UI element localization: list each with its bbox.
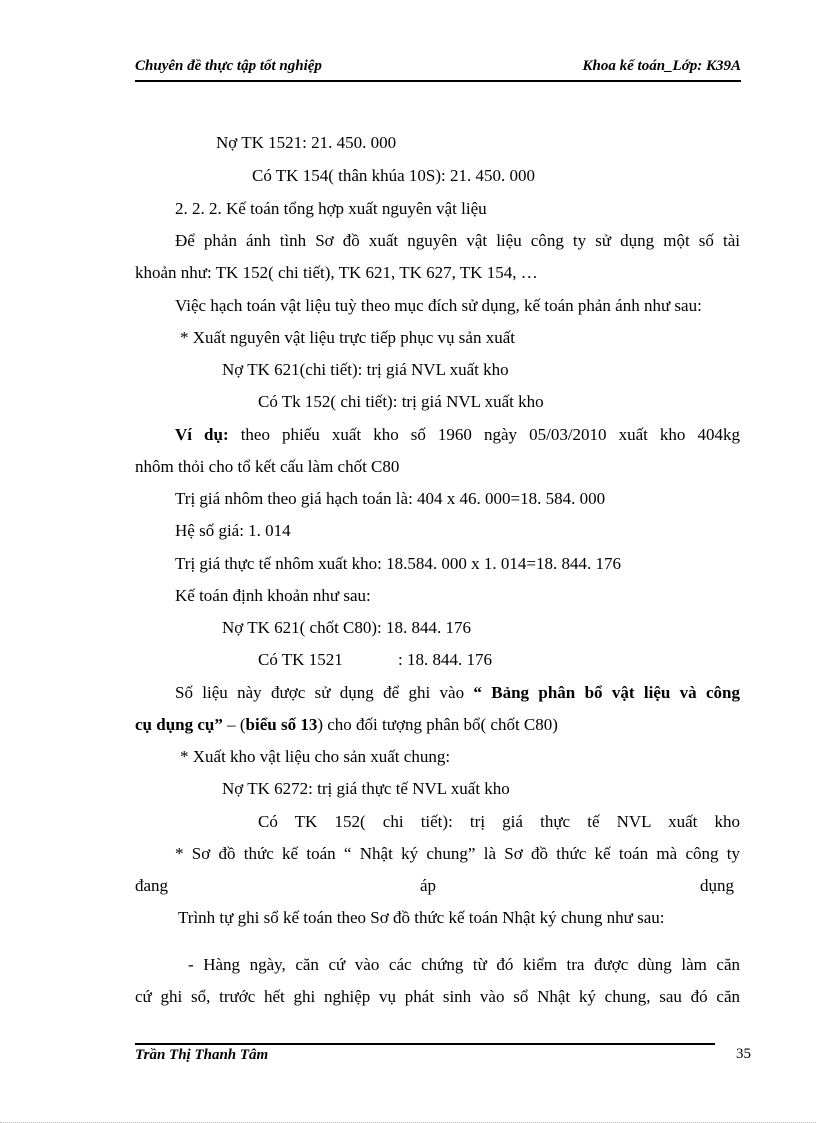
entry-credit-1521-label: Có TK 1521: [258, 650, 343, 669]
entry-debit-621: Nợ TK 621(chi tiết): trị giá NVL xuất kho: [222, 360, 509, 379]
text-run: – (: [222, 715, 246, 734]
paragraph-line: Hệ số giá: 1. 014: [175, 521, 291, 540]
paragraph-line: [175, 683, 740, 703]
entry-debit-621-c80: Nợ TK 621( chốt C80): 18. 844. 176: [222, 618, 472, 637]
paragraph-line: Để phản ánh tình Sơ đồ xuất nguyên vật liệu công ty sử dụng một số tài: [175, 231, 740, 250]
paragraph-line: khoản như: TK 152( chi tiết), TK 621, TK 627, TK 154, …: [135, 263, 538, 282]
word-run: đang: [135, 876, 169, 895]
section-heading: 2. 2. 2. Kế toán tổng hợp xuất nguyên vật liệu: [175, 199, 487, 218]
word-run: dụng: [700, 876, 734, 895]
example-label: Ví dụ:: [175, 425, 229, 444]
bold-run: cụ dụng cụ”: [135, 715, 223, 734]
example-text: theo phiếu xuất kho số 1960 ngày 05/03/2010 xuất kho 404kg: [228, 425, 740, 444]
footer-author: Trần Thị Thanh Tâm: [135, 1047, 269, 1063]
bold-run: “ Bảng phân bổ vật liệu và công: [473, 683, 740, 702]
header-left: Chuyên đề thực tập tốt nghiệp: [135, 58, 322, 74]
bullet-line: * Sơ đồ thức kế toán “ Nhật ký chung” là Sơ đồ thức kế toán mà công ty: [175, 844, 740, 863]
entry-debit-1521: Nợ TK 1521: 21. 450. 000: [216, 133, 397, 152]
footer-rule: [135, 1043, 715, 1045]
paragraph-line: [135, 715, 558, 735]
bold-run: biểu số 13: [245, 715, 318, 734]
paragraph-line: Trị giá nhôm theo giá hạch toán là: 404 x 46. 000=18. 584. 000: [175, 489, 606, 508]
header-right: Khoa kế toán_Lớp: K39A: [582, 58, 741, 74]
entry-credit-152: Có Tk 152( chi tiết): trị giá NVL xuất kho: [258, 392, 544, 411]
paragraph-line: Việc hạch toán vật liệu tuỳ theo mục đích sử dụng, kế toán phản ánh như sau:: [175, 296, 702, 315]
paragraph-line: Kế toán định khoản như sau:: [175, 586, 371, 605]
text-run: ) cho đối tượng phân bổ( chốt C80): [317, 715, 558, 734]
word-run: áp: [420, 876, 437, 895]
paragraph-line: - Hàng ngày, căn cứ vào các chứng từ đó kiểm tra được dùng làm căn: [188, 955, 740, 974]
entry-credit-152-detail: Có TK 152( chi tiết): trị giá thực tế NVL xuất kho: [258, 812, 740, 831]
page-header: [135, 58, 741, 78]
text-run: Số liệu này được sử dụng để ghi vào: [175, 683, 474, 702]
paragraph-line: cứ ghi sổ, trước hết ghi nghiệp vụ phát sinh vào sổ Nhật ký chung, sau đó căn: [135, 987, 740, 1006]
bullet-line: * Xuất kho vật liệu cho sản xuất chung:: [180, 747, 451, 766]
entry-debit-6272: Nợ TK 6272: trị giá thực tế NVL xuất kho: [222, 779, 510, 798]
entry-credit-1521-amount: : 18. 844. 176: [398, 650, 492, 669]
paragraph-line: Trị giá thực tế nhôm xuất kho: 18.584. 000 x 1. 014=18. 844. 176: [175, 554, 621, 573]
entry-credit-154: Có TK 154( thân khúa 10S): 21. 450. 000: [252, 166, 536, 185]
paragraph-line: Trình tự ghi sổ kế toán theo Sơ đồ thức kế toán Nhật ký chung như sau:: [178, 908, 665, 927]
bullet-line: * Xuất nguyên vật liệu trực tiếp phục vụ sản xuất: [180, 328, 515, 347]
page-number: 35: [736, 1046, 751, 1062]
header-rule: [135, 80, 741, 82]
paragraph-line: nhôm thỏi cho tổ kết cấu làm chốt C80: [135, 457, 400, 476]
example-line: [175, 425, 740, 445]
